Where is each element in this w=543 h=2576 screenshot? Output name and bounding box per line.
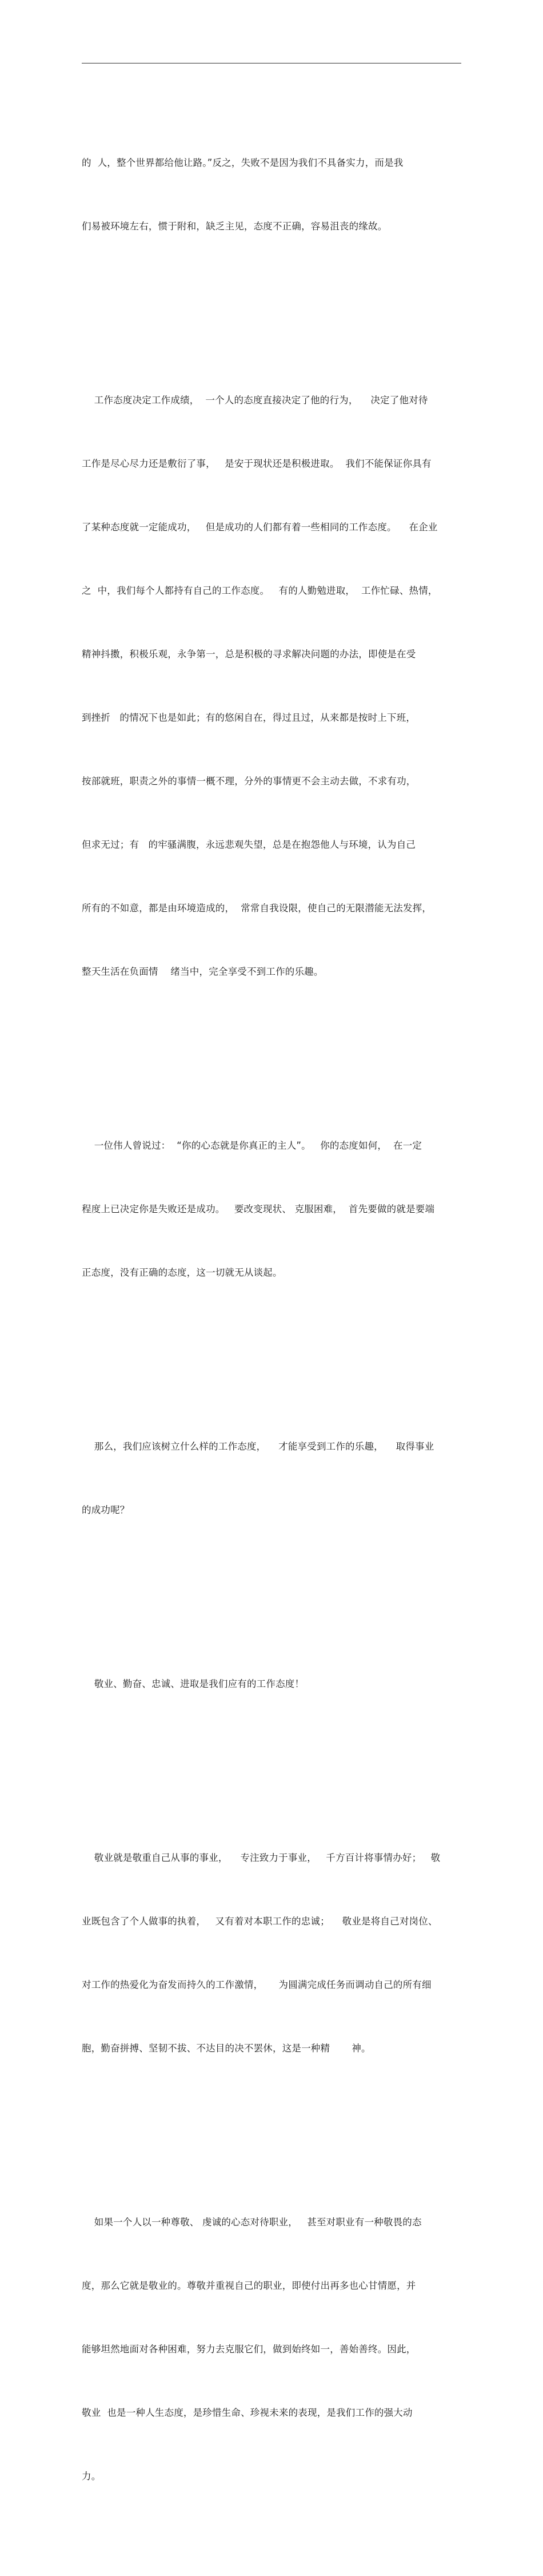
text-line: 了某种态度就一定能成功， 但是成功的人们都有着一些相同的工作态度。 在企业 (82, 522, 438, 533)
text-line: 度，那么它就是敬业的。尊敬并重视自己的职业，即使付出再多也心甘情愿，并 (82, 2280, 416, 2291)
text-line: 工作是尽心尽力还是敷衍了事， 是安于现状还是积极进取。 我们不能保证你具有 (82, 458, 432, 469)
text-line: 的成功呢？ (82, 1505, 130, 1515)
text-line: 正态度，没有正确的态度，这一切就无从谈起。 (82, 1267, 282, 1278)
text-line: 敬业、勤奋、忠诚、进取是我们应有的工作态度！ (82, 1678, 305, 1689)
text-line: 程度上已决定你是失败还是成功。 要改变现状、 克服困难， 首先要做的就是要端 (82, 1204, 435, 1214)
text-line: 力。 (82, 2471, 101, 2482)
text-line: 精神抖擞，积极乐观，永争第一，总是积极的寻求解决问题的办法，即使是在受 (82, 649, 416, 660)
paragraph-2 (82, 347, 465, 1025)
text-line: 所有的不如意，都是由环境造成的， 常常自我设限，使自己的无限潜能无法发挥， (82, 903, 432, 914)
paragraph-4 (82, 1394, 465, 1563)
text-line: 一位伟人曾说过： “你的心态就是你真正的主人”。 你的态度如何， 在一定 (82, 1140, 422, 1151)
body-text (82, 68, 465, 2576)
paragraph-6 (82, 1805, 465, 2101)
text-line: 的 人，整个世界都给他让路。”反之，失败不是因为我们不具备实力，而是我 (82, 157, 404, 168)
text-line: 之 中，我们每个人都持有自己的工作态度。 有的人勤勉进取， 工作忙碌、热情， (82, 585, 438, 596)
text-line: 能够坦然地面对各种困难，努力去克服它们，做到始终如一，善始善终。因此， (82, 2344, 416, 2355)
paragraph-5 (82, 1631, 465, 1737)
paragraph-1 (82, 110, 465, 279)
text-line: 但求无过；有 的牢骚满腹，永远悲观失望，总是在抱怨他人与环境，认为自己 (82, 839, 416, 850)
text-line: 们易被环境左右，惯于附和，缺乏主见，态度不正确，容易沮丧的缘故。 (82, 221, 388, 232)
paragraph-3 (82, 1093, 465, 1325)
text-line: 按部就班，职责之外的事情一概不理，分外的事情更不会主动去做，不求有功， (82, 776, 416, 787)
text-line: 如果一个人以一种尊敬、 虔诚的心态对待职业， 甚至对职业有一种敬畏的态 (82, 2217, 422, 2228)
text-line: 那么，我们应该树立什么样的工作态度， 才能享受到工作的乐趣， 取得事业 (82, 1441, 434, 1452)
text-line: 敬业就是敬重自己从事的事业， 专注致力于事业， 千方百计将事情办好； 敬 (82, 1852, 441, 1863)
text-line: 对工作的热爱化为奋发而持久的工作激情， 为圆满完成任务而调动自己的所有细 (82, 1979, 432, 1990)
text-line: 到挫折 的情况下也是如此；有的悠闲自在，得过且过，从来都是按时上下班， (82, 712, 416, 723)
text-line: 胞，勤奋拼搏、坚韧不拔、不达目的决不罢休，这是一种精 神。 (82, 2043, 371, 2054)
text-line: 工作态度决定工作成绩， 一个人的态度直接决定了他的行为， 决定了他对待 (82, 395, 428, 406)
text-line: 业既包含了个人做事的执着， 又有着对本职工作的忠诚； 敬业是将自己对岗位、 (82, 1916, 438, 1927)
text-line: 整天生活在负面情 绪当中，完全享受不到工作的乐趣。 (82, 966, 324, 977)
text-line: 敬业 也是一种人生态度，是珍惜生命、珍视未来的表现，是我们工作的强大动 (82, 2407, 413, 2418)
paragraph-7 (82, 2169, 465, 2529)
